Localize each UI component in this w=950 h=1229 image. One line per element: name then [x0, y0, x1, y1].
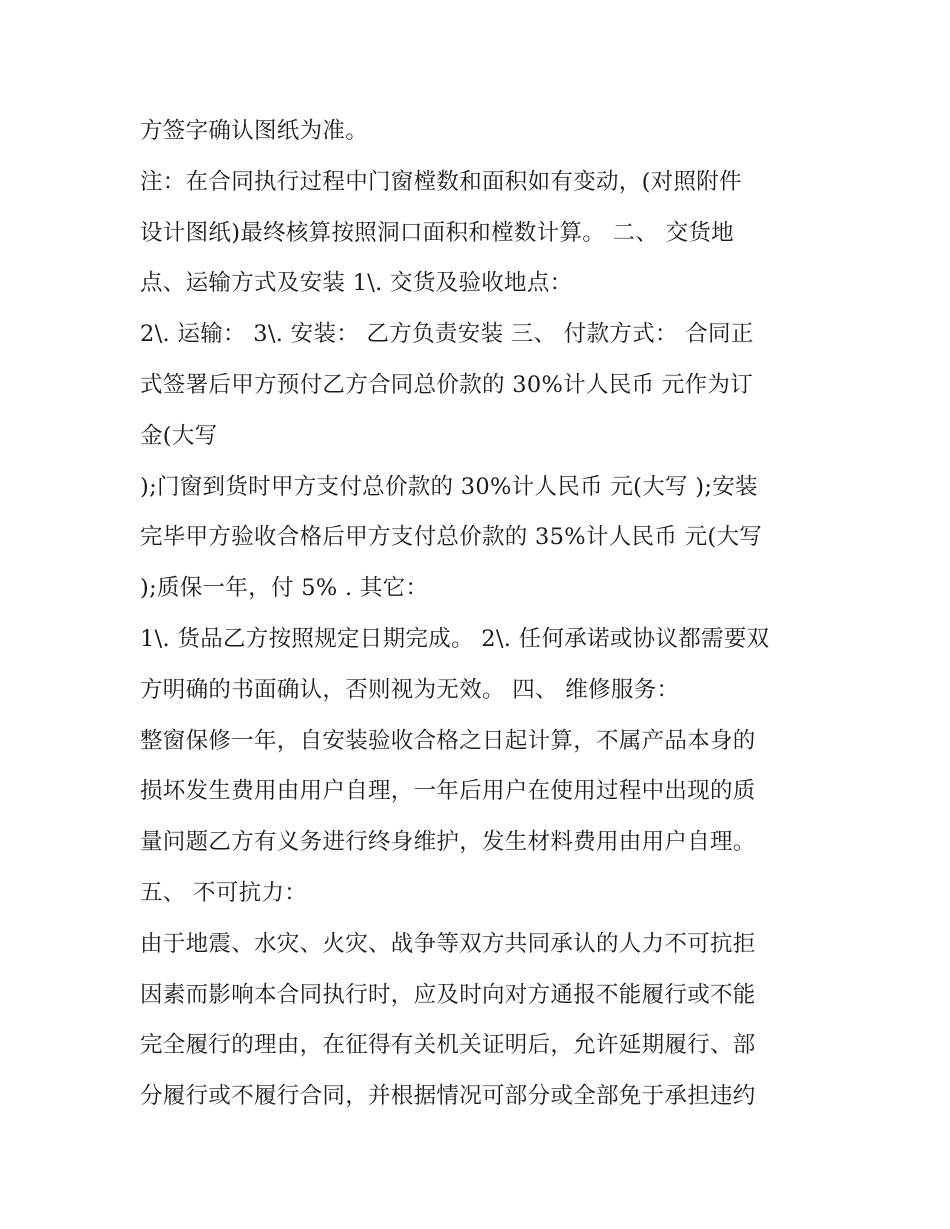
text-line: 五、 不可抗力： [140, 879, 308, 906]
text-line: 损坏发生费用由用户自理，一年后用户在使用过程中出现的质 [140, 778, 756, 805]
text-line: 设计图纸)最终核算按照洞口面积和樘数计算。 二、 交货地 [140, 219, 734, 246]
text-line: 金(大写 [140, 422, 218, 449]
text-line: 1\. 货品乙方按照规定日期完成。 2\. 任何承诺或协议都需要双 [140, 625, 770, 652]
text-line: 整窗保修一年，自安装验收合格之日起计算，不属产品本身的 [140, 727, 756, 754]
text-line: 式签署后甲方预付乙方合同总价款的 30%计人民币 元作为订 [140, 371, 754, 398]
text-line: 因素而影响本合同执行时，应及时向对方通报不能履行或不能 [140, 981, 756, 1008]
text-line: 分履行或不履行合同，并根据情况可部分或全部免于承担违约 [140, 1083, 756, 1110]
text-line: 完毕甲方验收合格后甲方支付总价款的 35%计人民币 元(大写 [140, 524, 763, 551]
text-line: );门窗到货时甲方支付总价款的 30%计人民币 元(大写 );安装 [140, 473, 758, 500]
text-line: 完全履行的理由，在征得有关机关证明后，允许延期履行、部 [140, 1032, 756, 1059]
text-line: );质保一年，付 5% . 其它： [140, 575, 429, 602]
text-line: 2\. 运输： 3\. 安装： 乙方负责安装 三、 付款方式： 合同正 [140, 321, 754, 348]
text-line: 点、运输方式及安装 1\. 交货及验收地点： [140, 270, 573, 297]
text-line: 量问题乙方有义务进行终身维护，发生材料费用由用户自理。 [140, 829, 756, 856]
contract-text-body [140, 106, 820, 1122]
text-line: 方签字确认图纸为准。 [140, 118, 369, 144]
text-line: 由于地震、水灾、火灾、战争等双方共同承认的人力不可抗拒 [140, 930, 756, 957]
text-line: 方明确的书面确认，否则视为无效。 四、 维修服务： [140, 676, 680, 703]
text-line: 注：在合同执行过程中门窗樘数和面积如有变动，(对照附件 [140, 168, 742, 195]
